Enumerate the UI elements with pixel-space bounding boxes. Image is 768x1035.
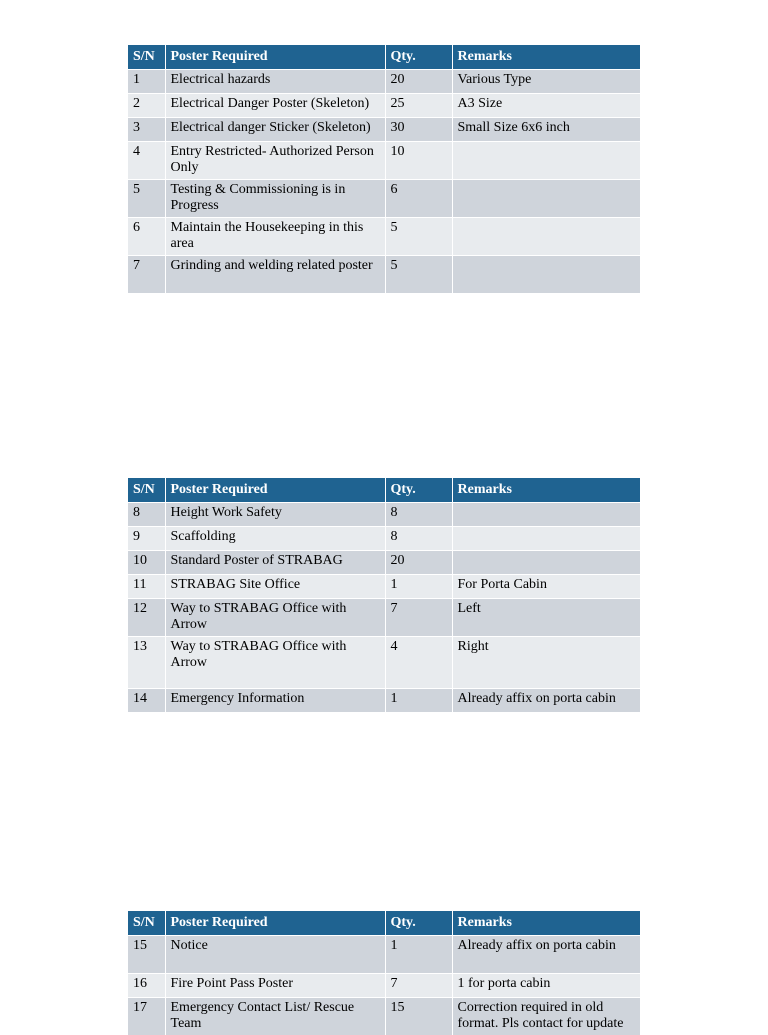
- cell-sn: 9: [128, 527, 165, 551]
- table-row: [128, 70, 640, 94]
- table-row: [128, 575, 640, 599]
- cell-remarks: A3 Size: [452, 94, 640, 118]
- cell-qty: 8: [385, 527, 452, 551]
- table-row: [128, 637, 640, 689]
- table-row: [128, 218, 640, 256]
- cell-remarks: [452, 527, 640, 551]
- cell-remarks: Right: [452, 637, 640, 689]
- cell-poster: Emergency Information: [165, 689, 385, 713]
- cell-poster: Maintain the Housekeeping in this area: [165, 218, 385, 256]
- cell-sn: 16: [128, 974, 165, 998]
- table-row: [128, 256, 640, 294]
- cell-qty: 5: [385, 218, 452, 256]
- cell-poster: STRABAG Site Office: [165, 575, 385, 599]
- table-row: [128, 503, 640, 527]
- cell-qty: 7: [385, 974, 452, 998]
- table-header-row: [128, 45, 640, 70]
- cell-remarks: For Porta Cabin: [452, 575, 640, 599]
- cell-qty: 25: [385, 94, 452, 118]
- header-qty: Qty.: [385, 45, 452, 70]
- cell-qty: 20: [385, 70, 452, 94]
- header-qty: Qty.: [385, 911, 452, 936]
- cell-poster: Standard Poster of STRABAG: [165, 551, 385, 575]
- cell-sn: 14: [128, 689, 165, 713]
- cell-qty: 8: [385, 503, 452, 527]
- header-remarks: Remarks: [452, 478, 640, 503]
- cell-sn: 8: [128, 503, 165, 527]
- cell-poster: Fire Point Pass Poster: [165, 974, 385, 998]
- header-sn: S/N: [128, 45, 165, 70]
- header-remarks: Remarks: [452, 911, 640, 936]
- cell-poster: Emergency Contact List/ Rescue Team: [165, 998, 385, 1035]
- cell-sn: 15: [128, 936, 165, 974]
- cell-remarks: 1 for porta cabin: [452, 974, 640, 998]
- cell-qty: 1: [385, 936, 452, 974]
- poster-table-2: [128, 478, 640, 712]
- table-row: [128, 527, 640, 551]
- cell-sn: 7: [128, 256, 165, 294]
- table-row: [128, 599, 640, 637]
- table-row: [128, 689, 640, 713]
- cell-remarks: [452, 503, 640, 527]
- cell-sn: 12: [128, 599, 165, 637]
- cell-remarks: [452, 180, 640, 218]
- cell-remarks: Already affix on porta cabin: [452, 689, 640, 713]
- cell-remarks: Correction required in old format. Pls contact for update: [452, 998, 640, 1035]
- cell-poster: Notice: [165, 936, 385, 974]
- table-row: [128, 118, 640, 142]
- cell-qty: 4: [385, 637, 452, 689]
- cell-qty: 6: [385, 180, 452, 218]
- cell-qty: 1: [385, 575, 452, 599]
- table-header-row: [128, 911, 640, 936]
- header-poster-required: Poster Required: [165, 911, 385, 936]
- cell-remarks: [452, 551, 640, 575]
- cell-remarks: [452, 218, 640, 256]
- table-row: [128, 998, 640, 1035]
- table-row: [128, 551, 640, 575]
- cell-remarks: Various Type: [452, 70, 640, 94]
- table-row: [128, 94, 640, 118]
- cell-qty: 7: [385, 599, 452, 637]
- header-sn: S/N: [128, 478, 165, 503]
- cell-poster: Electrical hazards: [165, 70, 385, 94]
- cell-remarks: Small Size 6x6 inch: [452, 118, 640, 142]
- header-qty: Qty.: [385, 478, 452, 503]
- cell-remarks: Left: [452, 599, 640, 637]
- cell-sn: 6: [128, 218, 165, 256]
- cell-sn: 2: [128, 94, 165, 118]
- cell-remarks: Already affix on porta cabin: [452, 936, 640, 974]
- table-row: [128, 974, 640, 998]
- header-sn: S/N: [128, 911, 165, 936]
- cell-poster: Electrical Danger Poster (Skeleton): [165, 94, 385, 118]
- cell-qty: 15: [385, 998, 452, 1035]
- cell-sn: 13: [128, 637, 165, 689]
- cell-qty: 1: [385, 689, 452, 713]
- cell-sn: 4: [128, 142, 165, 180]
- poster-table-3: [128, 911, 640, 1035]
- cell-poster: Electrical danger Sticker (Skeleton): [165, 118, 385, 142]
- header-poster-required: Poster Required: [165, 478, 385, 503]
- cell-poster: Testing & Commissioning is in Progress: [165, 180, 385, 218]
- cell-sn: 11: [128, 575, 165, 599]
- cell-qty: 5: [385, 256, 452, 294]
- cell-remarks: [452, 142, 640, 180]
- header-remarks: Remarks: [452, 45, 640, 70]
- cell-remarks: [452, 256, 640, 294]
- cell-poster: Scaffolding: [165, 527, 385, 551]
- cell-sn: 1: [128, 70, 165, 94]
- poster-table-1: [128, 45, 640, 293]
- cell-sn: 17: [128, 998, 165, 1035]
- cell-poster: Way to STRABAG Office with Arrow: [165, 637, 385, 689]
- cell-poster: Entry Restricted- Authorized Person Only: [165, 142, 385, 180]
- cell-sn: 10: [128, 551, 165, 575]
- table-row: [128, 936, 640, 974]
- cell-qty: 10: [385, 142, 452, 180]
- table-row: [128, 142, 640, 180]
- cell-qty: 30: [385, 118, 452, 142]
- cell-poster: Grinding and welding related poster: [165, 256, 385, 294]
- cell-qty: 20: [385, 551, 452, 575]
- cell-poster: Height Work Safety: [165, 503, 385, 527]
- cell-sn: 5: [128, 180, 165, 218]
- cell-sn: 3: [128, 118, 165, 142]
- table-row: [128, 180, 640, 218]
- cell-poster: Way to STRABAG Office with Arrow: [165, 599, 385, 637]
- table-header-row: [128, 478, 640, 503]
- header-poster-required: Poster Required: [165, 45, 385, 70]
